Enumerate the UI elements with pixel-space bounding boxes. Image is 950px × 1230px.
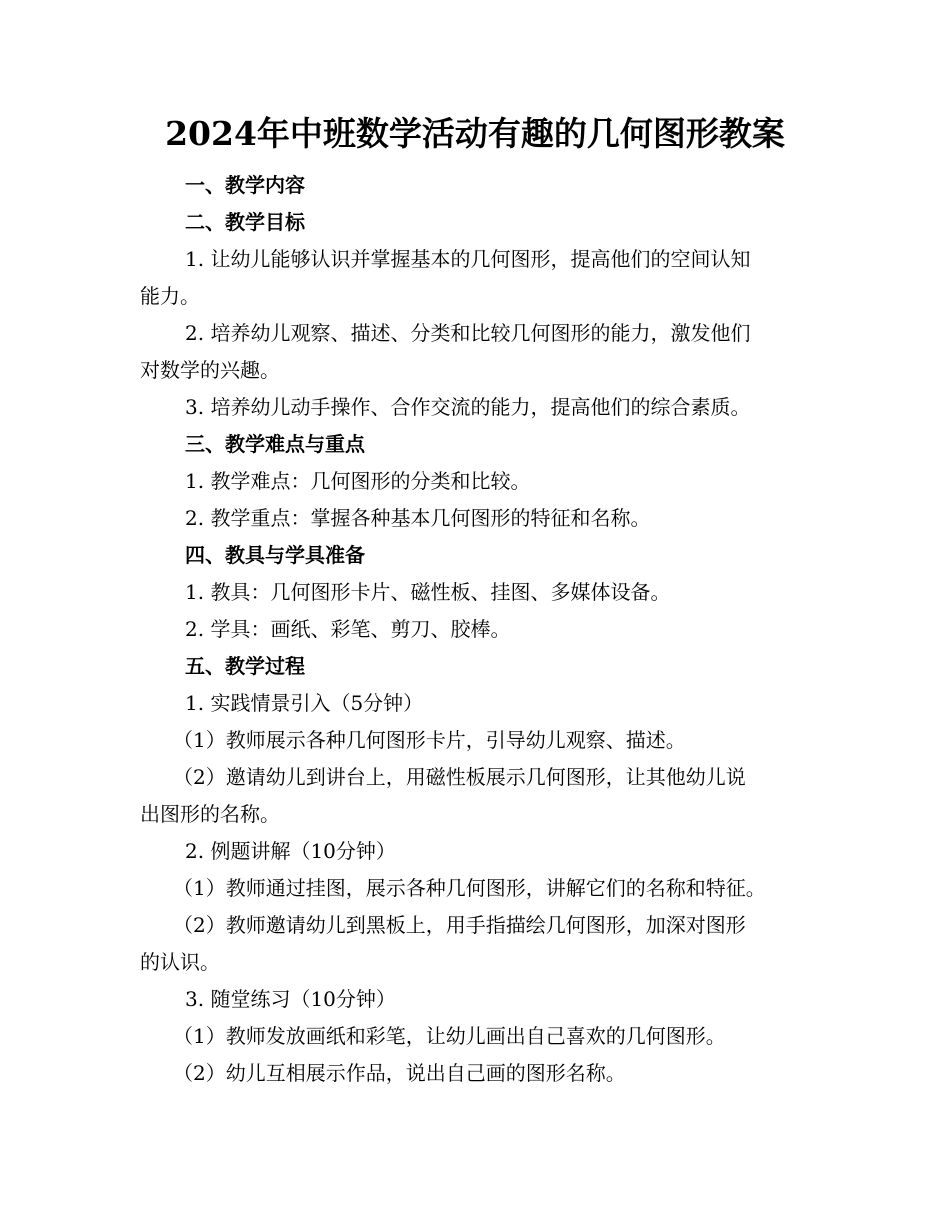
paragraph-line: 出图形的名称。 bbox=[140, 802, 280, 826]
paragraph-line: 1. 实践情景引入（5分钟） bbox=[185, 691, 424, 715]
paragraph-line: 能力。 bbox=[140, 284, 200, 308]
paragraph-line: （2）教师邀请幼儿到黑板上，用手指描绘几何图形，加深对图形 bbox=[173, 913, 746, 937]
paragraph-line: 3. 随堂练习（10分钟） bbox=[185, 987, 396, 1011]
section-heading: 五、教学过程 bbox=[185, 654, 305, 678]
paragraph-line: 1. 教学难点：几何图形的分类和比较。 bbox=[185, 469, 531, 493]
paragraph-line: （1）教师展示各种几何图形卡片，引导幼儿观察、描述。 bbox=[173, 728, 686, 752]
paragraph-line: 3. 培养幼儿动手操作、合作交流的能力，提高他们的综合素质。 bbox=[185, 395, 751, 419]
section-heading: 三、教学难点与重点 bbox=[185, 432, 365, 456]
paragraph-line: 1. 让幼儿能够认识并掌握基本的几何图形，提高他们的空间认知 bbox=[185, 247, 751, 271]
paragraph-line: 2. 教学重点：掌握各种基本几何图形的特征和名称。 bbox=[185, 506, 651, 530]
paragraph-line: （1）教师通过挂图，展示各种几何图形，讲解它们的名称和特征。 bbox=[173, 876, 766, 900]
paragraph-line: 1. 教具：几何图形卡片、磁性板、挂图、多媒体设备。 bbox=[185, 580, 671, 604]
document-body bbox=[140, 167, 810, 1092]
paragraph-line: 对数学的兴趣。 bbox=[140, 358, 280, 382]
section-heading: 一、教学内容 bbox=[185, 173, 305, 197]
paragraph-line: （2）邀请幼儿到讲台上，用磁性板展示几何图形，让其他幼儿说 bbox=[173, 765, 746, 789]
section-heading: 二、教学目标 bbox=[185, 210, 305, 234]
section-heading: 四、教具与学具准备 bbox=[185, 543, 365, 567]
paragraph-line: （2）幼儿互相展示作品，说出自己画的图形名称。 bbox=[173, 1061, 626, 1085]
document-title: 2024年中班数学活动有趣的几何图形教案 bbox=[165, 114, 785, 153]
paragraph-line: （1）教师发放画纸和彩笔，让幼儿画出自己喜欢的几何图形。 bbox=[173, 1024, 726, 1048]
paragraph-line: 2. 学具：画纸、彩笔、剪刀、胶棒。 bbox=[185, 617, 511, 641]
paragraph-line: 2. 培养幼儿观察、描述、分类和比较几何图形的能力，激发他们 bbox=[185, 321, 751, 345]
paragraph-line: 2. 例题讲解（10分钟） bbox=[185, 839, 396, 863]
paragraph-line: 的认识。 bbox=[140, 950, 220, 974]
